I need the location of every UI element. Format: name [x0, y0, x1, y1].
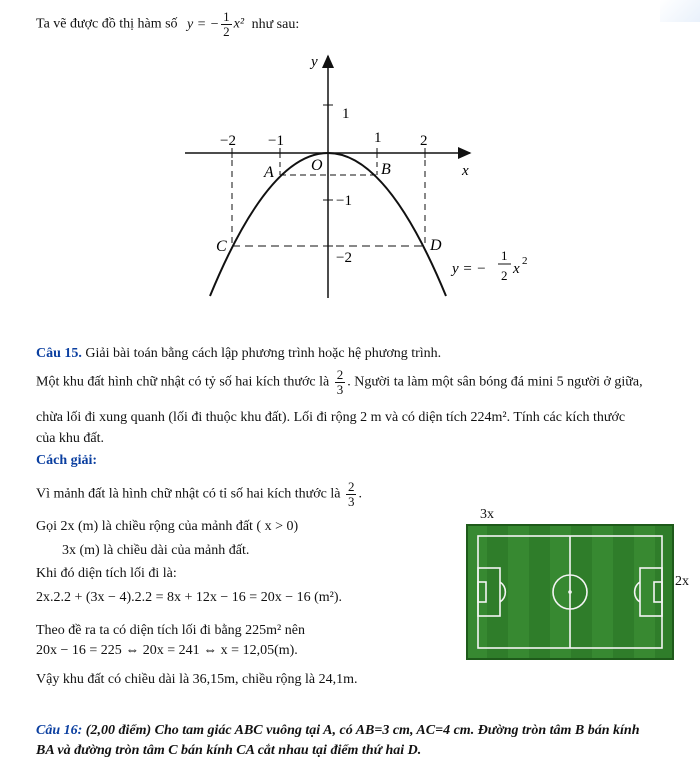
field-top-label: 3x	[480, 507, 494, 522]
point-d-label: D	[430, 237, 442, 254]
solution-ratio-fraction	[346, 480, 357, 509]
q15-line2: chừa lối đi xung quanh (lối đi thuộc khu đất). Lối đi rộng 2 m và có diện tích 224m². Tính các kích thước	[36, 410, 626, 425]
solution-line7: 20x − 16 = 225 ⇔ 20x = 241 ⇔ x = 12,05(m).	[36, 643, 298, 658]
solution-ratio-den: 3	[347, 494, 355, 509]
solution-line6: Theo đề ra ta có diện tích lối đi bằng 225m² nên	[36, 623, 305, 638]
q15-title: Giải bài toán bằng cách lập phương trình hoặc hệ phương trình.	[85, 346, 442, 361]
q15-line1-text-b: . Người ta làm một sân bóng đá mini 5 người ở giữa,	[347, 374, 643, 390]
intro-suffix: như sau:	[251, 16, 300, 32]
x-tick-label-neg1: −1	[268, 133, 284, 149]
x-tick-label-2: 2	[420, 133, 428, 149]
curve-label-num: 1	[501, 248, 508, 263]
curve-label-exp: 2	[522, 255, 528, 267]
football-field-image	[466, 524, 674, 660]
q16-line1	[36, 723, 639, 739]
y-tick-label-1: 1	[342, 106, 350, 122]
solution-line8: Vậy khu đất có chiều dài là 36,15m, chiều rộng là 24,1m.	[36, 672, 358, 687]
solution-line1	[36, 480, 362, 509]
intro-y-eq: y = −	[187, 16, 220, 32]
intro-frac-den: 2	[223, 24, 230, 39]
x-axis-label: x	[462, 163, 469, 179]
solution-line4: Khi đó diện tích lối đi là:	[36, 566, 177, 581]
x-tick-label-1: 1	[374, 130, 382, 146]
solution-ratio-num: 2	[347, 479, 355, 494]
y-tick-label-neg1: −1	[336, 193, 352, 209]
q15-ratio-den: 3	[336, 382, 344, 397]
q15-line3: của khu đất.	[36, 431, 105, 446]
page-corner-decoration	[660, 0, 700, 22]
q15-ratio-num: 2	[336, 367, 344, 382]
solution-heading: Cách giải:	[36, 453, 98, 468]
point-a-label: A	[264, 164, 274, 181]
intro-prefix: Ta vẽ được đồ thị hàm số	[36, 16, 178, 32]
q15-ratio-fraction	[335, 368, 346, 397]
y-axis-label: y	[311, 54, 318, 70]
point-b-label: B	[381, 161, 391, 178]
solution-line1-text: Vì mảnh đất là hình chữ nhật có tỉ số hai kích thước là	[36, 486, 341, 502]
solution-line5: 2x.2.2 + (3x − 4).2.2 = 8x + 12x − 16 = 20x − 16 (m²).	[36, 590, 343, 605]
intro-x2: x²	[233, 16, 245, 32]
q15-line1	[36, 368, 643, 397]
curve-label-den: 2	[501, 268, 508, 283]
q16-line1-text: (2,00 điểm) Cho tam giác ABC vuông tại A, có AB=3 cm, AC=4 cm. Đường tròn tâm B bán kính	[85, 723, 640, 738]
intro-line	[36, 10, 299, 39]
y-tick-label-neg2: −2	[336, 250, 352, 266]
q15-label: Câu 15.	[36, 346, 82, 361]
q15-heading	[36, 346, 441, 362]
x-tick-label-neg2: −2	[220, 133, 236, 149]
curve-label-prefix: y = −	[452, 261, 487, 277]
q15-line1-text: Một khu đất hình chữ nhật có tỷ số hai kích thước là	[36, 374, 330, 390]
field-side-label: 2x	[675, 574, 689, 589]
solution-line2: Gọi 2x (m) là chiều rộng của mảnh đất ( x > 0)	[36, 519, 299, 534]
center-spot	[568, 590, 572, 594]
solution-line1-end: .	[358, 486, 362, 502]
parabola-graph	[170, 50, 550, 310]
intro-fraction	[221, 10, 232, 39]
q16-line2: BA và đường tròn tâm C bán kính CA cắt nhau tại điểm thứ hai D.	[36, 743, 422, 758]
point-c-label: C	[216, 238, 227, 255]
origin-label: O	[311, 157, 323, 174]
q16-label: Câu 16:	[36, 723, 83, 738]
intro-frac-num: 1	[223, 9, 230, 24]
curve-label-x: x	[513, 261, 520, 277]
solution-line3: 3x (m) là chiều dài của mảnh đất.	[62, 543, 250, 558]
